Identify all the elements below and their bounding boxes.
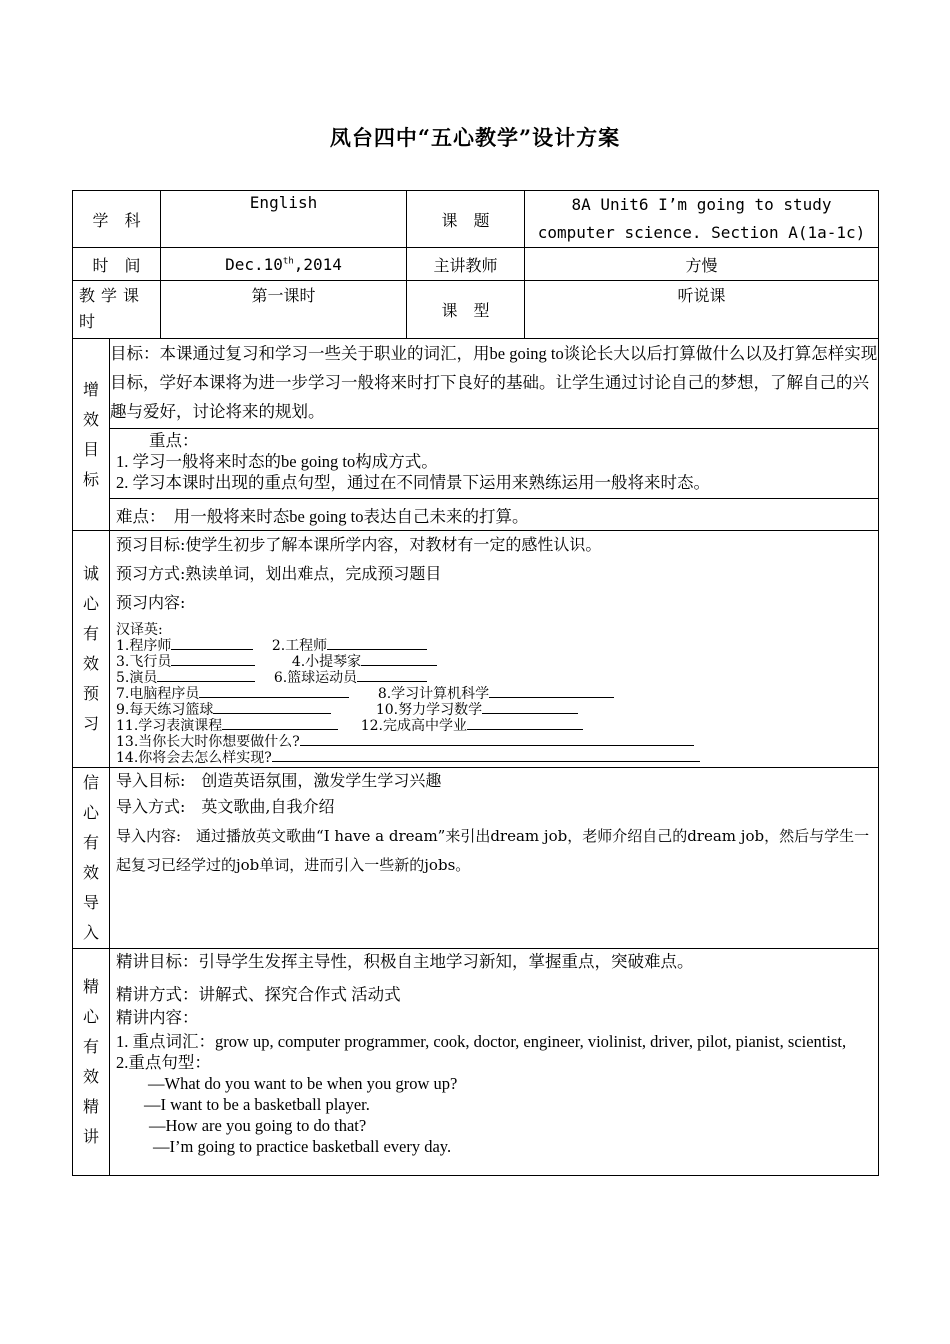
- preview-item: 8.学习计算机科学: [377, 686, 490, 702]
- goals-difficulty: 难点： 用一般将来时态be going to表达自己未来的打算。: [110, 499, 879, 531]
- lecture-vocab: 1. 重点词汇：grow up, computer programmer, cook, doctor, engineer, violinist, driver, pilot, pianist, scientist,: [116, 1032, 847, 1051]
- intro-body: 导入内容: 通过播放英文歌曲“I have a dream”来引出dream job，老师介绍自己的dream job，然后与学生一起复习已经学过的job单词，进而引入一些新的jobs。: [116, 827, 870, 874]
- intro-content: [110, 768, 879, 949]
- time-value: [161, 248, 407, 281]
- topic-label: 课 题: [407, 191, 525, 248]
- preview-item: 7.电脑程序员: [116, 686, 200, 702]
- preview-item: 14.你将会去怎么样实现?: [116, 750, 272, 766]
- preview-row: [73, 531, 879, 768]
- answer-blank: [300, 733, 694, 746]
- answer-blank: [272, 749, 700, 762]
- preview-item: 11.学习表演课程: [116, 718, 223, 734]
- goals-key: [110, 429, 879, 499]
- preview-content: [110, 531, 879, 768]
- answer-blank: [357, 669, 427, 682]
- goals-difficulty-row: [73, 499, 879, 531]
- preview-goal: 预习目标:使学生初步了解本课所学内容，对教材有一定的感性认识。: [116, 535, 602, 554]
- lesson-value: 第一课时: [161, 281, 407, 339]
- intro-goal: 导入目标: 创造英语氛围，激发学生学习兴趣: [116, 771, 442, 790]
- preview-side-char: 预: [82, 684, 99, 703]
- time-label: 时 间: [73, 248, 161, 281]
- lecture-method: 精讲方式：讲解式、探究合作式 活动式: [116, 985, 401, 1004]
- goals-target-row: [73, 339, 879, 429]
- answer-blank: [222, 717, 338, 730]
- intro-side-char: 信: [82, 773, 99, 792]
- time-year: ,2014: [293, 254, 342, 274]
- lecture-side-label: [73, 949, 110, 1176]
- answer-blank: [467, 717, 583, 730]
- type-label: 课 型: [407, 281, 525, 339]
- preview-item: 5.演员: [116, 670, 158, 686]
- preview-side-char: 诚: [82, 564, 99, 583]
- teacher-value: 方慢: [525, 248, 879, 281]
- header-row-subject: [73, 191, 879, 248]
- answer-blank: [482, 701, 578, 714]
- preview-item: 1.程序师: [116, 638, 172, 654]
- answer-blank: [489, 685, 614, 698]
- lecture-side-char: 心: [82, 1007, 99, 1026]
- lecture-sentence: —What do you want to be when you grow up?: [148, 1074, 458, 1093]
- goals-key-row: [73, 429, 879, 499]
- preview-side-label: [73, 531, 110, 768]
- answer-blank: [171, 637, 253, 650]
- preview-side-char: 效: [82, 654, 99, 673]
- subject-label: 学 科: [73, 191, 161, 248]
- lecture-sentence: —I’m going to practice basketball every day.: [153, 1137, 452, 1156]
- goals-side-label: [73, 339, 110, 531]
- answer-blank: [157, 669, 255, 682]
- preview-item-line: [116, 701, 872, 717]
- preview-side-char: 心: [82, 594, 99, 613]
- key-title: 重点：: [149, 431, 199, 450]
- preview-item: 2.工程师: [271, 638, 328, 654]
- preview-item-line: [116, 637, 872, 653]
- lecture-sentence-title: 2.重点句型：: [116, 1053, 211, 1072]
- intro-side-char: 效: [82, 863, 99, 882]
- preview-item-line: [116, 685, 872, 701]
- lesson-label: 教学课时: [73, 281, 161, 339]
- preview-item: 13.当你长大时你想要做什么?: [116, 734, 300, 750]
- intro-side-char: 有: [82, 833, 99, 852]
- preview-side-char: 有: [82, 624, 99, 643]
- preview-side-char: 习: [82, 714, 99, 733]
- lecture-goal: 精讲目标：引导学生发挥主导性，积极自主地学习新知，掌握重点，突破难点。: [116, 952, 694, 971]
- preview-item: 6.篮球运动员: [273, 670, 358, 686]
- goals-side-char: 标: [82, 469, 99, 489]
- preview-translate-title: 汉译英:: [116, 622, 163, 638]
- lecture-side-char: 讲: [82, 1127, 99, 1146]
- preview-item: 9.每天练习篮球: [116, 702, 214, 718]
- preview-item: 4.小提琴家: [291, 654, 362, 670]
- preview-item: 3.飞行员: [116, 654, 172, 670]
- intro-row: [73, 768, 879, 949]
- answer-blank: [199, 685, 349, 698]
- lecture-sentence: —I want to be a basketball player.: [144, 1095, 370, 1114]
- lecture-side-char: 效: [82, 1067, 99, 1086]
- preview-item: 10.努力学习数学: [375, 702, 483, 718]
- goals-side-char: 目: [82, 439, 99, 459]
- topic-line-2: computer science. Section A(1a-1c): [537, 223, 866, 242]
- page-title: 凤台四中“五心教学”设计方案: [329, 125, 621, 150]
- lesson-plan-table: [72, 190, 879, 1176]
- goals-target: 目标：本课通过复习和学习一些关于职业的词汇，用be going to谈论长大以后打算做什么以及打算怎样实现目标，学好本课将为进一步学习一般将来时打下良好的基础。让学生通过讨论自己的梦想，了解自己的兴趣与爱好，讨论将来的规划。: [110, 339, 879, 429]
- subject-value: English: [161, 191, 407, 248]
- preview-item-line: [116, 653, 872, 669]
- time-date: Dec.10: [225, 254, 283, 274]
- answer-blank: [213, 701, 331, 714]
- key-point-2: 2. 学习本课时出现的重点句型，通过在不同情景下运用来熟练运用一般将来时态。: [116, 473, 710, 492]
- lecture-content: [110, 949, 879, 1176]
- preview-item-line: [116, 669, 872, 685]
- lecture-side-char: 精: [82, 977, 99, 996]
- preview-content-title: 预习内容:: [116, 593, 186, 612]
- preview-method: 预习方式:熟读单词，划出难点，完成预习题目: [116, 564, 442, 583]
- intro-side-char: 导: [82, 893, 99, 912]
- topic-line-1: 8A Unit6 I’m going to study: [571, 195, 832, 214]
- header-row-time: [73, 248, 879, 281]
- lecture-row: [73, 949, 879, 1176]
- lecture-sentence: —How are you going to do that?: [149, 1116, 367, 1135]
- key-point-1: 1. 学习一般将来时态的be going to构成方式。: [116, 452, 438, 471]
- preview-item: 12.完成高中学业: [360, 718, 467, 734]
- goals-side-char: 增: [82, 379, 99, 399]
- preview-item-line: [116, 717, 872, 733]
- answer-blank: [327, 637, 427, 650]
- intro-method: 导入方式: 英文歌曲,自我介绍: [116, 797, 335, 816]
- preview-item-line: [116, 749, 872, 765]
- answer-blank: [361, 653, 437, 666]
- header-row-lesson: [73, 281, 879, 339]
- intro-side-char: 心: [82, 803, 99, 822]
- lecture-content-title: 精讲内容：: [116, 1008, 199, 1027]
- intro-side-label: [73, 768, 110, 949]
- topic-value: [525, 191, 879, 248]
- type-value: 听说课: [525, 281, 879, 339]
- time-sup: th: [282, 256, 294, 267]
- goals-side-char: 效: [82, 409, 99, 429]
- preview-item-line: [116, 733, 872, 749]
- lecture-side-char: 有: [82, 1037, 99, 1056]
- answer-blank: [171, 653, 255, 666]
- teacher-label: 主讲教师: [407, 248, 525, 281]
- intro-side-char: 入: [82, 923, 99, 942]
- lecture-side-char: 精: [82, 1097, 99, 1116]
